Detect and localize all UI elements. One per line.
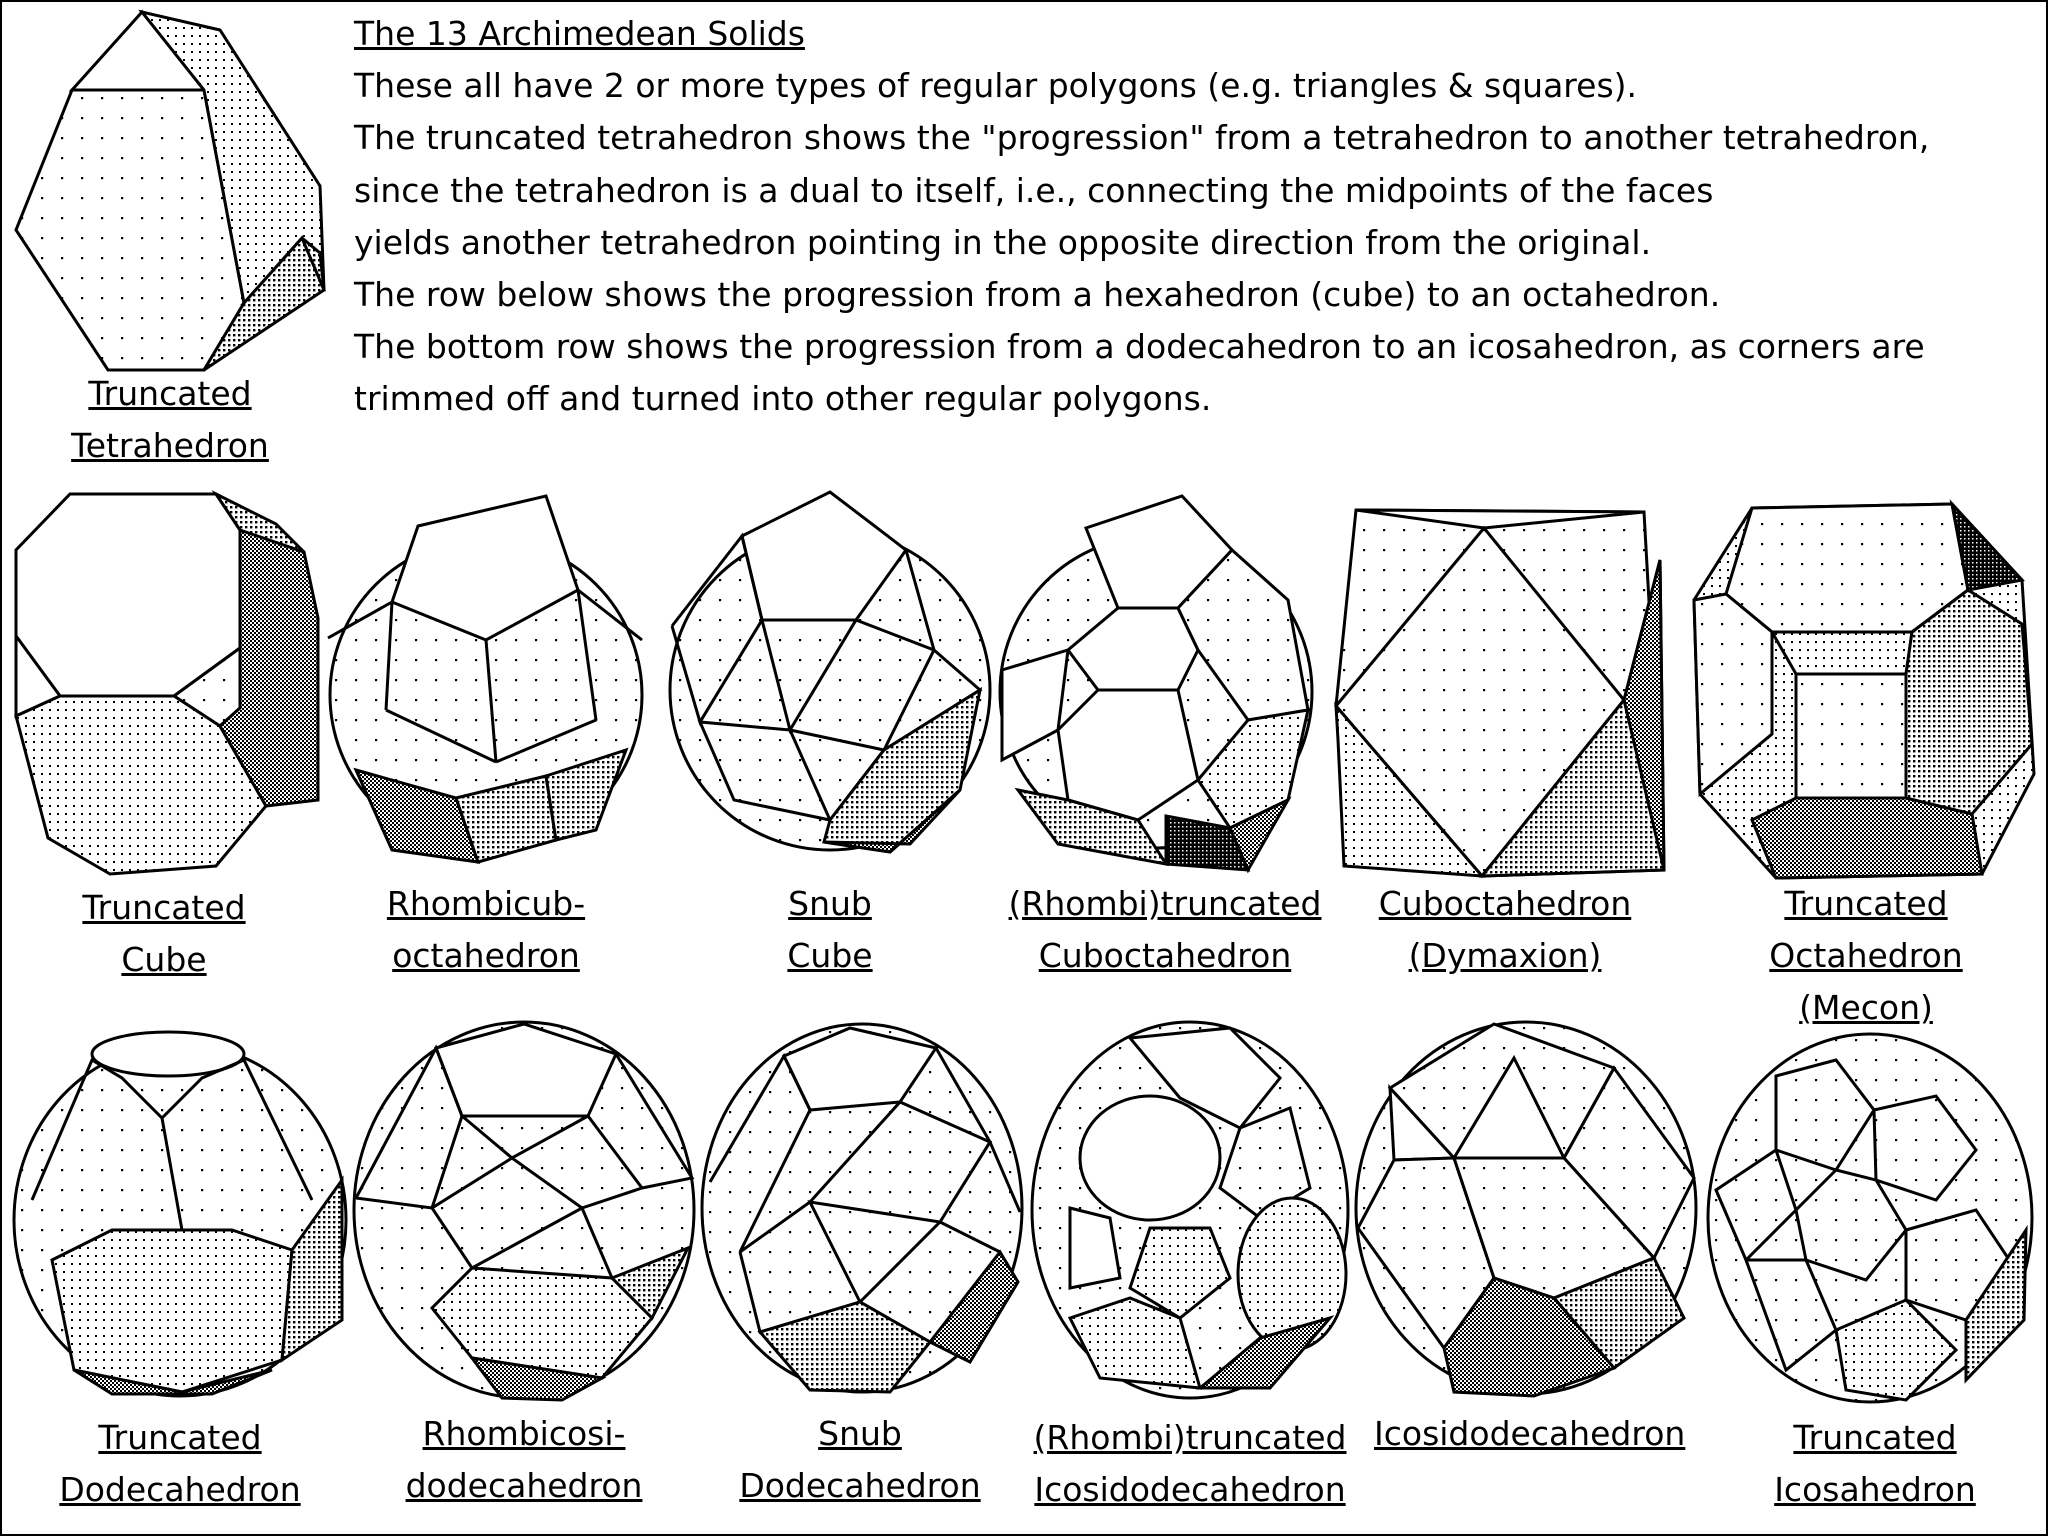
truncated-icosahedron-figure xyxy=(1706,1030,2036,1404)
cuboctahedron-figure xyxy=(1334,500,1666,878)
truncated-icosidodecahedron-figure xyxy=(1030,1018,1350,1402)
label-truncated-tetrahedron: Truncated Tetrahedron xyxy=(71,374,269,465)
label-cuboctahedron: Cuboctahedron (Dymaxion) xyxy=(1378,884,1632,975)
label-rhombicuboctahedron: Rhombicub- octahedron xyxy=(386,884,586,975)
snub-cube-figure xyxy=(670,490,996,870)
snub-dodecahedron-figure xyxy=(700,1022,1026,1396)
label-truncated-octahedron: Truncated Octahedron (Mecon) xyxy=(1769,884,1963,1027)
diagram-title: The 13 Archimedean Solids xyxy=(354,14,805,53)
label-truncated-icosidodecahedron: (Rhombi)truncated Icosidodecahedron xyxy=(1033,1418,1347,1509)
truncated-octahedron-figure xyxy=(1692,494,2036,884)
truncated-cube-figure xyxy=(14,490,320,876)
label-truncated-dodecahedron: Truncated Dodecahedron xyxy=(59,1418,301,1509)
intro-line: trimmed off and turned into other regular polygons. xyxy=(354,379,1212,419)
intro-line: The row below shows the progression from a hexahedron (cube) to an octahedron. xyxy=(354,275,1721,315)
intro-line: The truncated tetrahedron shows the "progression" from a tetrahedron to another tetrahedron, xyxy=(354,118,1930,158)
intro-text xyxy=(354,8,2034,426)
label-snub-dodecahedron: Snub Dodecahedron xyxy=(739,1414,981,1505)
truncated-tetrahedron-figure xyxy=(12,8,346,374)
icosidodecahedron-figure xyxy=(1354,1018,1700,1398)
label-truncated-cube: Truncated Cube xyxy=(82,888,246,979)
label-snub-cube: Snub Cube xyxy=(787,884,873,975)
rhombicosidodecahedron-figure xyxy=(352,1018,698,1402)
label-truncated-cuboctahedron: (Rhombi)truncated Cuboctahedron xyxy=(1008,884,1322,975)
intro-line: yields another tetrahedron pointing in the opposite direction from the original. xyxy=(354,222,1652,262)
truncated-dodecahedron-figure xyxy=(12,1020,350,1398)
label-truncated-icosahedron: Truncated Icosahedron xyxy=(1774,1418,1976,1509)
intro-line: The bottom row shows the progression from a dodecahedron to an icosahedron, as corners are xyxy=(354,327,1925,367)
label-icosidodecahedron: Icosidodecahedron xyxy=(1374,1414,1686,1453)
rhombicuboctahedron-figure xyxy=(326,490,644,876)
intro-line: These all have 2 or more types of regular polygons (e.g. triangles & squares). xyxy=(354,66,1638,106)
truncated-cuboctahedron-figure xyxy=(998,490,1318,876)
intro-line: since the tetrahedron is a dual to itself, i.e., connecting the midpoints of the faces xyxy=(354,170,1714,210)
label-rhombicosidodecahedron: Rhombicosi- dodecahedron xyxy=(405,1414,643,1505)
